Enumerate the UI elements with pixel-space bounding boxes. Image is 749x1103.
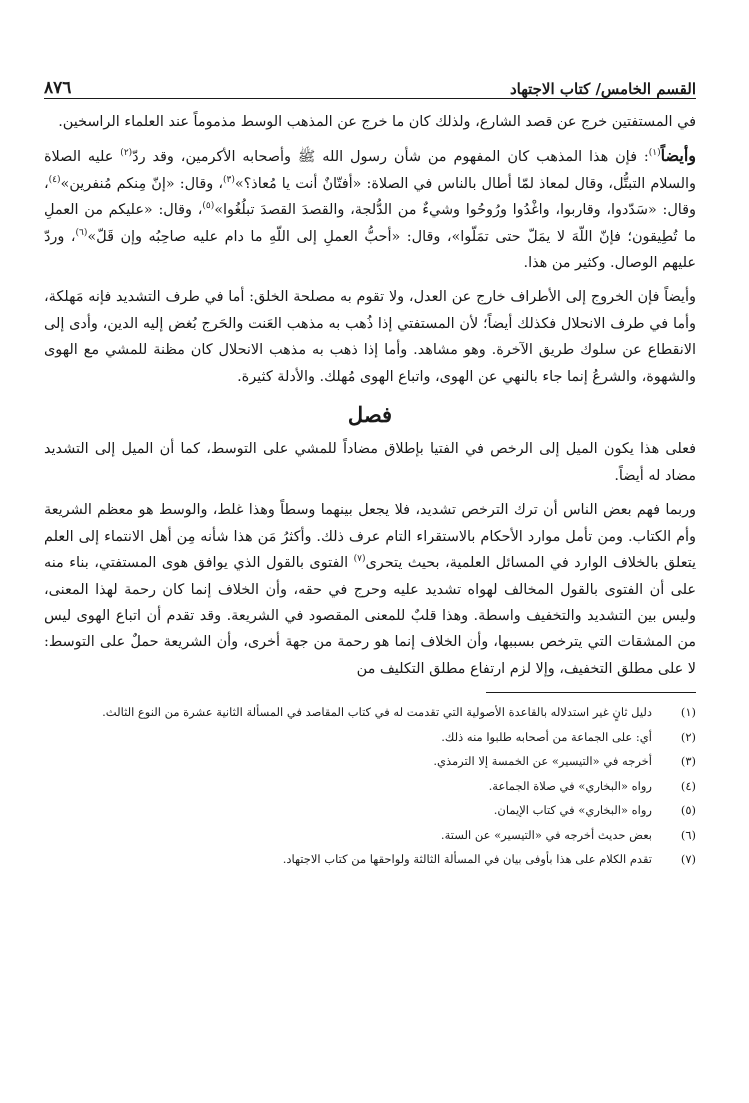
footnote-3 — [44, 752, 696, 772]
footnote-text: بعض حديث أخرجه في «التيسير» عن الستة. — [440, 827, 652, 842]
paragraph-2-part-b: عليه الصلاة والسلام التبتُّل، وقال لمعاذ لمّا أطال بالناس في الصلاة: «أفتّانٌ أنت يا مُعاذ؟» — [44, 149, 696, 192]
paragraph-2-part-a: : فإن هذا المذهب كان المفهوم من شأن رسول الله ﷺ وأصحابه الأكرمين، وقد ردّ — [132, 149, 649, 166]
footnote-6 — [44, 826, 696, 846]
footnote-ref-2[interactable]: (٢) — [120, 148, 133, 159]
footnote-2 — [44, 728, 696, 748]
footnote-number: (٥) — [680, 803, 696, 818]
paragraph-2-part-c: ، وقال: «إنّ مِنكم مُنفرين» — [60, 175, 223, 192]
paragraph-2-part-e: ، وقال: «عليكم من العملِ ما تُطِيقون؛ فإنّ اللّهَ لا يمَلّ حتى تمَلّوا»، وقال: «أحبُّ العملِ إلى اللّهِ ما دام عليه صاحِبُه وإن قَلّ» — [44, 202, 697, 245]
book-page — [44, 68, 696, 875]
running-header — [44, 68, 696, 99]
footnote-7 — [44, 850, 696, 870]
page-number: ٨٧٦ — [44, 78, 72, 98]
footnote-divider — [486, 692, 696, 693]
footnote-text: أي: على الجماعة من أصحابه طلبوا منه ذلك. — [441, 729, 652, 744]
footnote-number: (٦) — [680, 827, 696, 842]
paragraph-2-part-d: ، وقال: «سَدّدوا، وقاربوا، واغْدُوا ورُوحُوا وشيءٌ من الدُّلجة، والقصدَ القصدَ تبلُغُوا» — [44, 175, 697, 219]
footnote-ref-4[interactable]: (٤) — [48, 175, 61, 186]
footnote-5 — [44, 801, 696, 821]
main-text — [44, 109, 696, 682]
footnote-text: تقدم الكلام على هذا بأوفى بيان في المسألة الثالثة ولواحقها من كتاب الاجتهاد. — [282, 852, 652, 867]
section-heading: فصل — [347, 402, 393, 428]
footnote-ref-1[interactable]: (١) — [648, 148, 661, 159]
footnote-1 — [44, 703, 696, 723]
paragraph-5 — [44, 497, 696, 682]
footnote-text: رواه «البخاري» في كتاب الإيمان. — [493, 803, 652, 818]
footnote-ref-6[interactable]: (٦) — [75, 227, 88, 238]
footnote-ref-7[interactable]: (٧) — [353, 554, 366, 565]
paragraph-4: فعلى هذا يكون الميل إلى الرخص في الفتيا بإطلاق مضاداً للمشي على التوسط، كما أن الميل إلى التشديد مضاد له أيضاً. — [44, 441, 696, 484]
paragraph-2 — [44, 143, 696, 276]
section-title: القسم الخامس/ كتاب الاجتهاد — [509, 80, 696, 98]
footnotes — [44, 703, 696, 870]
paragraph-5-part-b: الفتوى بالقول الذي يوافق هوى المستفتي، بناء منه على أن الفتوى بالقول المخالف لهواه تشديد عليه وحرج في حقه، وأن الخلاف إنما كان رحمة لهذا المعنى، وليس بين التشديد والتخفيف واسطة. وهذا قلبٌ للمعنى المقصود في الشريعة. وقد تقدم أن اتباع الهوى ليس من المشقات التي يترخص بسببها، وأن الخلاف إنما هو رحمة من جهة أخرى، وأن الشريعة حملٌ على التوسط: لا على مطلق التخفيف، وإلا لزم ارتفاع مطلق التكليف من — [44, 555, 696, 677]
footnote-text: دليل ثانٍ غير استدلاله بالقاعدة الأصولية التي تقدمت له في كتاب المقاصد في المسألة الثانية عشرة من النوع الثالث. — [102, 705, 652, 720]
footnote-number: (٤) — [680, 778, 696, 793]
footnote-ref-3[interactable]: (٣) — [222, 175, 235, 186]
footnote-text: أخرجه في «التيسير» عن الخمسة إلا الترمذي. — [433, 754, 652, 769]
footnote-number: (٧) — [680, 852, 696, 867]
footnote-number: (١) — [680, 705, 696, 720]
paragraph-5-part-a: وربما فهم بعض الناس أن ترك الترخص تشديد، فلا يجعل بينهما وسطاً وهذا غلط، والوسط هو معظم الشريعة وأم الكتاب. ومن تأمل موارد الأحكام بالاستقراء التام عرف ذلك. وأكثرُ مَن هذا شأنه مِن أهل الانتماء إلى العلم يتعلق بالخلاف الوارد في المسائل العلمية، بحيث يتحرى — [44, 502, 696, 572]
paragraph-3: وأيضاً فإن الخروج إلى الأطراف خارج عن العدل، ولا تقوم به مصلحة الخلق: أما في طرف التشديد فإنه مَهلكة، وأما في طرف الانحلال فكذلك أيضاً؛ لأن المستفتي إذا ذُهب به مذهب العَنت والحَرج بُغض إليه الدين، وأدى إلى الانقطاع عن سلوك طريق الآخرة. وهو مشاهد. وأما إذا ذهب به مذهب الانحلال كان مظنة للمشي مع الهوى والشهوة، والشرعُ إنما جاء بالنهي عن الهوى، واتباع الهوى مُهلك. والأدلة كثيرة. — [44, 289, 696, 385]
paragraph-1: في المستفتين خرج عن قصد الشارع، ولذلك كان ما خرج عن المذهب الوسط مذموماً عند العلماء الراسخين. — [58, 114, 696, 130]
footnote-number: (٢) — [680, 729, 696, 744]
footnote-text: رواه «البخاري» في صلاة الجماعة. — [488, 778, 652, 793]
footnote-4 — [44, 777, 696, 797]
footnote-number: (٣) — [680, 754, 696, 769]
paragraph-lead-word: وأيضاً — [660, 146, 696, 166]
footnote-ref-5[interactable]: (٥) — [202, 201, 215, 212]
paragraph-2-part-f: ، وردّ عليهم الوصال. وكثير من هذا. — [44, 228, 696, 272]
